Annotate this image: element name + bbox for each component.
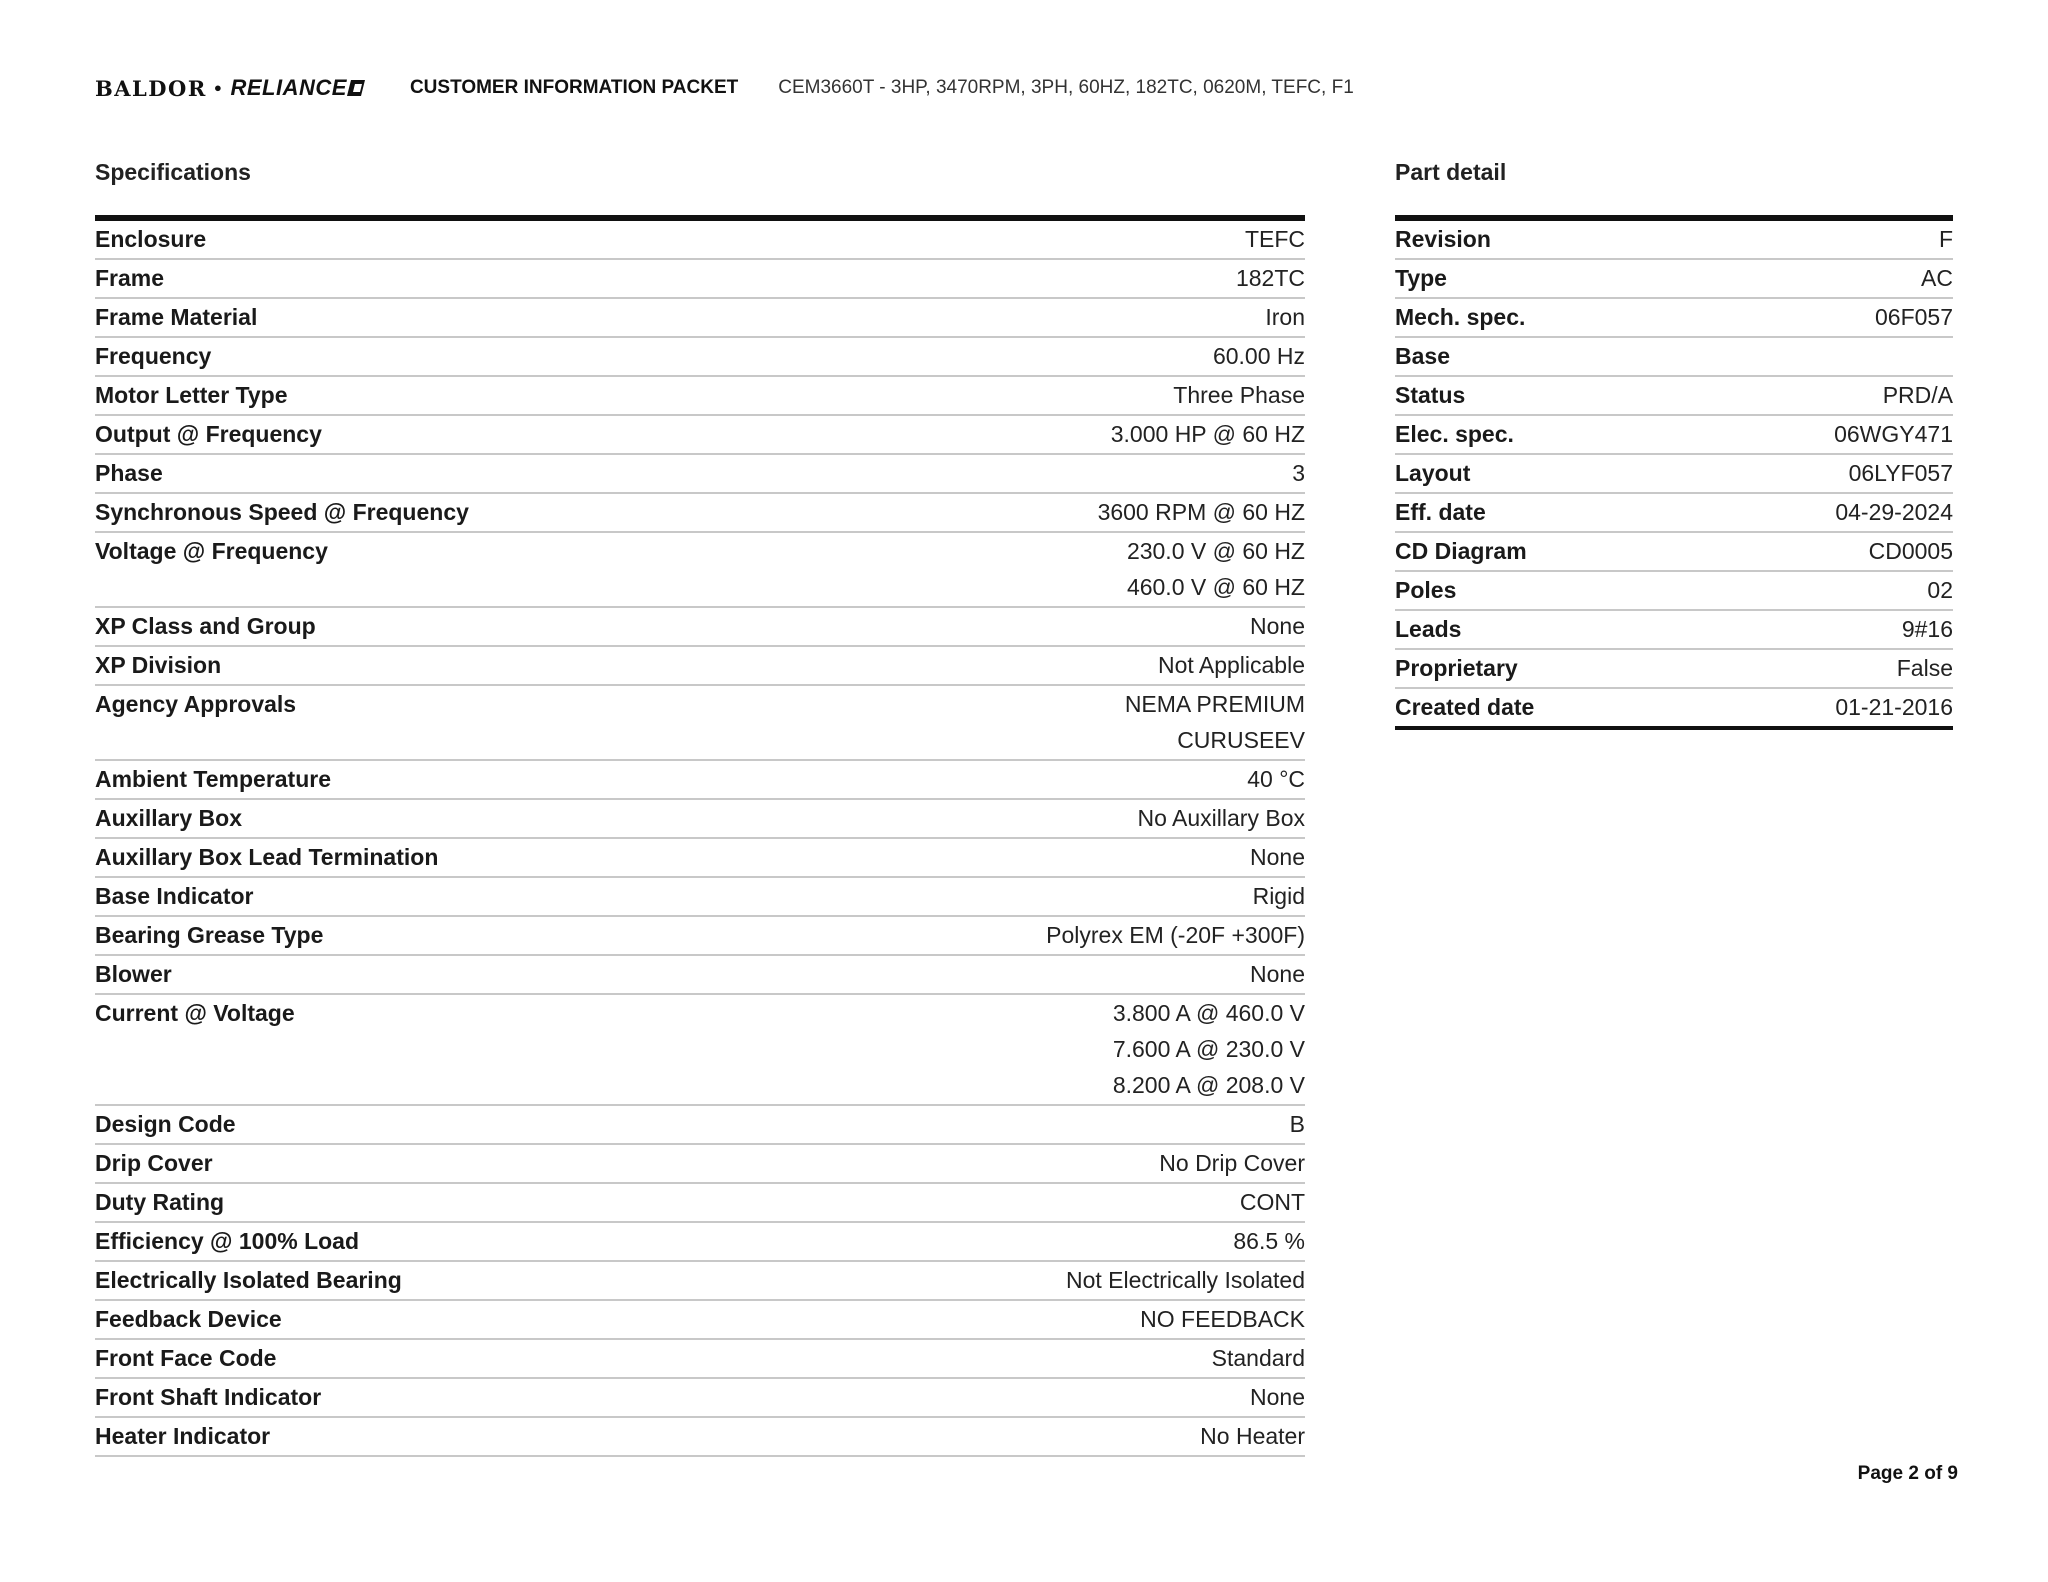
spec-row bbox=[95, 377, 1305, 416]
spec-value: No Auxillary Box bbox=[1137, 805, 1305, 831]
part-label: Base bbox=[1395, 343, 1450, 369]
logo-brand: BALDOR bbox=[95, 75, 207, 101]
spec-label: Feedback Device bbox=[95, 1306, 282, 1332]
spec-label: Auxillary Box bbox=[95, 805, 242, 831]
specifications-title: Specifications bbox=[95, 159, 251, 185]
part-label: Elec. spec. bbox=[1395, 421, 1514, 447]
spec-label: Drip Cover bbox=[95, 1150, 213, 1176]
spec-row bbox=[95, 878, 1305, 917]
part-label: Leads bbox=[1395, 616, 1462, 642]
spec-values bbox=[1113, 1001, 1305, 1097]
spec-label: Voltage @ Frequency bbox=[95, 538, 328, 564]
spec-values bbox=[1125, 692, 1305, 752]
part-values bbox=[1947, 344, 1953, 368]
spec-value: Not Applicable bbox=[1157, 652, 1305, 678]
spec-value: TEFC bbox=[1244, 226, 1305, 252]
spec-value: NO FEEDBACK bbox=[1140, 1306, 1305, 1332]
part-values bbox=[1921, 266, 1953, 290]
spec-row bbox=[95, 917, 1305, 956]
spec-value: B bbox=[1289, 1111, 1305, 1137]
spec-values bbox=[1245, 227, 1305, 251]
spec-value: 182TC bbox=[1235, 265, 1305, 291]
spec-values bbox=[1250, 1385, 1305, 1409]
spec-value: 3 bbox=[1292, 460, 1305, 486]
part-value: F bbox=[1938, 226, 1953, 252]
spec-label: Synchronous Speed @ Frequency bbox=[95, 499, 469, 525]
spec-value: None bbox=[1250, 961, 1305, 987]
spec-row bbox=[95, 1418, 1305, 1457]
spec-row bbox=[95, 533, 1305, 608]
part-row bbox=[1395, 221, 1953, 260]
part-values bbox=[1869, 539, 1953, 563]
part-values bbox=[1875, 305, 1953, 329]
spec-value: Standard bbox=[1211, 1345, 1305, 1371]
spec-values bbox=[1240, 1190, 1305, 1214]
part-label: Type bbox=[1395, 265, 1447, 291]
spec-value: 86.5 % bbox=[1233, 1228, 1305, 1254]
spec-row bbox=[95, 221, 1305, 260]
spec-label: Efficiency @ 100% Load bbox=[95, 1228, 360, 1254]
spec-label: Frame Material bbox=[95, 304, 258, 330]
spec-row bbox=[95, 416, 1305, 455]
spec-row bbox=[95, 494, 1305, 533]
spec-label: Blower bbox=[95, 961, 172, 987]
spec-row bbox=[95, 995, 1305, 1106]
spec-values bbox=[1158, 653, 1305, 677]
part-label: Eff. date bbox=[1395, 499, 1486, 525]
spec-row bbox=[95, 1223, 1305, 1262]
spec-label: Motor Letter Type bbox=[95, 382, 288, 408]
spec-label: Heater Indicator bbox=[95, 1423, 271, 1449]
page-header bbox=[95, 72, 1354, 104]
spec-values bbox=[1159, 1151, 1305, 1175]
part-value: False bbox=[1896, 655, 1953, 681]
spec-row bbox=[95, 1379, 1305, 1418]
spec-values bbox=[1111, 422, 1305, 446]
spec-value: No Heater bbox=[1200, 1423, 1305, 1449]
part-value bbox=[1947, 344, 1953, 368]
spec-values bbox=[1233, 1229, 1305, 1253]
spec-row bbox=[95, 1262, 1305, 1301]
spec-value: None bbox=[1250, 1384, 1305, 1410]
spec-label: Design Code bbox=[95, 1111, 236, 1137]
spec-label: Bearing Grease Type bbox=[95, 922, 324, 948]
spec-label: Enclosure bbox=[95, 226, 207, 252]
spec-value: No Drip Cover bbox=[1159, 1150, 1305, 1176]
spec-value: 230.0 V @ 60 HZ bbox=[1126, 538, 1305, 564]
spec-label: Phase bbox=[95, 460, 163, 486]
spec-row bbox=[95, 338, 1305, 377]
spec-value: None bbox=[1250, 613, 1305, 639]
spec-values bbox=[1265, 305, 1305, 329]
spec-values bbox=[1173, 383, 1305, 407]
part-values bbox=[1939, 227, 1953, 251]
spec-row bbox=[95, 839, 1305, 878]
part-row bbox=[1395, 377, 1953, 416]
part-label: Layout bbox=[1395, 460, 1471, 486]
spec-values bbox=[1247, 767, 1305, 791]
spec-value: 3.800 A @ 460.0 V bbox=[1112, 1000, 1305, 1026]
part-label: CD Diagram bbox=[1395, 538, 1527, 564]
spec-values bbox=[1236, 266, 1305, 290]
part-row bbox=[1395, 338, 1953, 377]
spec-value: 8.200 A @ 208.0 V bbox=[1112, 1072, 1305, 1098]
spec-label: Agency Approvals bbox=[95, 691, 297, 717]
part-value: 06LYF057 bbox=[1848, 460, 1953, 486]
spec-row bbox=[95, 800, 1305, 839]
spec-row bbox=[95, 1301, 1305, 1340]
spec-row bbox=[95, 1145, 1305, 1184]
part-row bbox=[1395, 260, 1953, 299]
spec-values bbox=[1127, 539, 1305, 599]
spec-values bbox=[1140, 1307, 1305, 1331]
spec-values bbox=[1098, 500, 1305, 524]
part-row bbox=[1395, 299, 1953, 338]
spec-values bbox=[1290, 1112, 1305, 1136]
part-detail-table bbox=[1395, 221, 1953, 730]
spec-value: 3600 RPM @ 60 HZ bbox=[1097, 499, 1305, 525]
part-row bbox=[1395, 494, 1953, 533]
spec-label: Frame bbox=[95, 265, 165, 291]
spec-value: Iron bbox=[1265, 304, 1305, 330]
page-number: Page 2 of 9 bbox=[1857, 1463, 1958, 1484]
spec-row bbox=[95, 686, 1305, 761]
part-values bbox=[1883, 383, 1953, 407]
spec-label: Duty Rating bbox=[95, 1189, 225, 1215]
logo-sub: RELIANCE bbox=[230, 75, 347, 100]
specifications-table bbox=[95, 221, 1305, 1457]
spec-values bbox=[1212, 1346, 1305, 1370]
part-value: 9#16 bbox=[1901, 616, 1953, 642]
spec-label: XP Division bbox=[95, 652, 222, 678]
part-detail-title: Part detail bbox=[1395, 159, 1507, 185]
spec-row bbox=[95, 956, 1305, 995]
spec-values bbox=[1213, 344, 1305, 368]
packet-title: CUSTOMER INFORMATION PACKET bbox=[409, 77, 739, 98]
part-label: Poles bbox=[1395, 577, 1457, 603]
part-row bbox=[1395, 416, 1953, 455]
spec-value: CURUSEEV bbox=[1177, 727, 1305, 753]
spec-values bbox=[1250, 614, 1305, 638]
spec-values bbox=[1292, 461, 1305, 485]
part-label: Proprietary bbox=[1395, 655, 1518, 681]
spec-value: NEMA PREMIUM bbox=[1124, 691, 1305, 717]
part-row bbox=[1395, 650, 1953, 689]
spec-value: Rigid bbox=[1252, 883, 1305, 909]
spec-row bbox=[95, 455, 1305, 494]
specifications-section bbox=[95, 157, 1305, 1457]
spec-row bbox=[95, 1184, 1305, 1223]
spec-values bbox=[1250, 845, 1305, 869]
spec-row bbox=[95, 299, 1305, 338]
part-values bbox=[1902, 617, 1953, 641]
spec-value: Polyrex EM (-20F +300F) bbox=[1046, 922, 1305, 948]
part-values bbox=[1834, 422, 1953, 446]
spec-values bbox=[1066, 1268, 1305, 1292]
spec-value: 460.0 V @ 60 HZ bbox=[1126, 574, 1305, 600]
part-values bbox=[1835, 500, 1953, 524]
spec-label: XP Class and Group bbox=[95, 613, 316, 639]
part-row bbox=[1395, 611, 1953, 650]
spec-row bbox=[95, 260, 1305, 299]
part-values bbox=[1927, 578, 1953, 602]
part-row bbox=[1395, 572, 1953, 611]
part-value: PRD/A bbox=[1882, 382, 1953, 408]
logo-mark-icon bbox=[347, 80, 365, 96]
part-label: Status bbox=[1395, 382, 1466, 408]
spec-label: Ambient Temperature bbox=[95, 766, 332, 792]
spec-values bbox=[1138, 806, 1305, 830]
part-value: CD0005 bbox=[1868, 538, 1953, 564]
part-label: Revision bbox=[1395, 226, 1491, 252]
part-detail-section bbox=[1395, 157, 1953, 730]
spec-row bbox=[95, 761, 1305, 800]
part-value: AC bbox=[1921, 265, 1953, 291]
part-row bbox=[1395, 689, 1953, 730]
part-row bbox=[1395, 455, 1953, 494]
spec-label: Frequency bbox=[95, 343, 212, 369]
part-value: 02 bbox=[1927, 577, 1953, 603]
spec-values bbox=[1046, 923, 1305, 947]
spec-value: Three Phase bbox=[1173, 382, 1305, 408]
part-value: 06WGY471 bbox=[1834, 421, 1953, 447]
spec-label: Electrically Isolated Bearing bbox=[95, 1267, 402, 1293]
spec-label: Current @ Voltage bbox=[95, 1000, 295, 1026]
spec-label: Output @ Frequency bbox=[95, 421, 322, 447]
spec-value: CONT bbox=[1239, 1189, 1305, 1215]
part-value: 01-21-2016 bbox=[1835, 694, 1953, 720]
spec-value: 40 °C bbox=[1247, 766, 1305, 792]
part-values bbox=[1835, 695, 1953, 719]
part-values bbox=[1897, 656, 1953, 680]
spec-row bbox=[95, 608, 1305, 647]
spec-label: Base Indicator bbox=[95, 883, 254, 909]
spec-label: Front Shaft Indicator bbox=[95, 1384, 322, 1410]
spec-value: 7.600 A @ 230.0 V bbox=[1112, 1036, 1305, 1062]
spec-value: None bbox=[1250, 844, 1305, 870]
spec-values bbox=[1253, 884, 1305, 908]
spec-label: Auxillary Box Lead Termination bbox=[95, 844, 439, 870]
part-label: Created date bbox=[1395, 694, 1535, 720]
spec-values bbox=[1250, 962, 1305, 986]
spec-row bbox=[95, 1340, 1305, 1379]
spec-value: Not Electrically Isolated bbox=[1065, 1267, 1305, 1293]
spec-row bbox=[95, 1106, 1305, 1145]
product-description: CEM3660T - 3HP, 3470RPM, 3PH, 60HZ, 182TC, 0620M, TEFC, F1 bbox=[778, 77, 1354, 98]
spec-values bbox=[1200, 1424, 1305, 1448]
part-value: 06F057 bbox=[1874, 304, 1953, 330]
spec-label: Front Face Code bbox=[95, 1345, 277, 1371]
part-values bbox=[1849, 461, 1953, 485]
spec-value: 3.000 HP @ 60 HZ bbox=[1110, 421, 1305, 447]
spec-value: 60.00 Hz bbox=[1212, 343, 1305, 369]
logo-separator: • bbox=[212, 78, 225, 98]
spec-row bbox=[95, 647, 1305, 686]
part-row bbox=[1395, 533, 1953, 572]
part-value: 04-29-2024 bbox=[1835, 499, 1953, 525]
baldor-reliance-logo bbox=[95, 75, 363, 101]
part-label: Mech. spec. bbox=[1395, 304, 1526, 330]
